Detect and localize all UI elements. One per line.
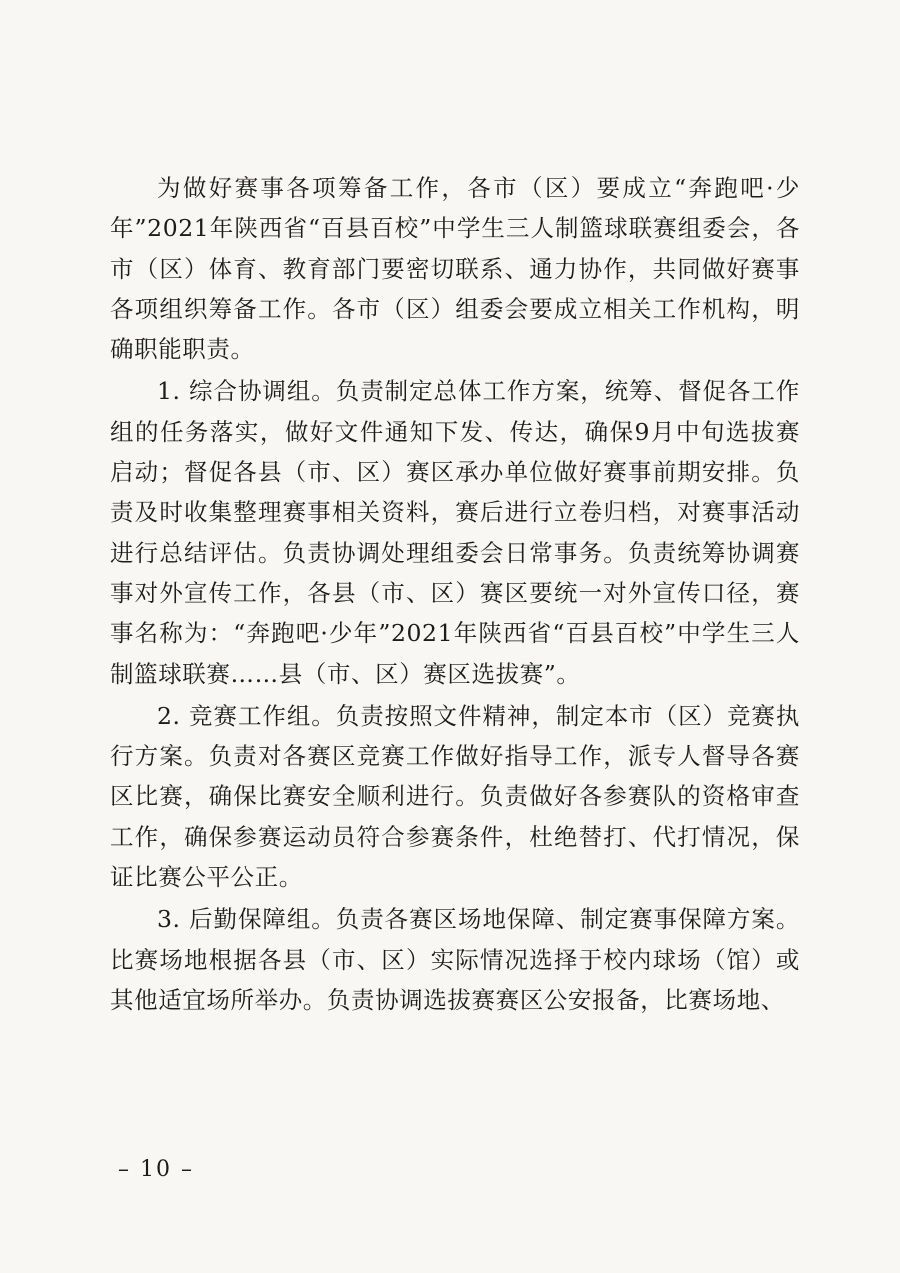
page-number: – 10 – bbox=[118, 1157, 194, 1182]
paragraph-coordination-group: 1. 综合协调组。负责制定总体工作方案，统筹、督促各工作组的任务落实，做好文件通知下发、传达，确保9月中旬选拔赛启动；督促各县（市、区）赛区承办单位做好赛事前期安排。负责及时收集整理赛事相关资料，赛后进行立卷归档，对赛事活动进行总结评估。负责协调处理组委会日常事务。负责统筹协调赛事对外宣传工作，各县（市、区）赛区要统一对外宣传口径，赛事名称为：“奔跑吧·少年”2021年陕西省“百县百校”中学生三人制篮球联赛……县（市、区）赛区选拔赛”。 bbox=[110, 377, 800, 688]
document-body bbox=[110, 168, 800, 1022]
paragraph-intro: 为做好赛事各项筹备工作，各市（区）要成立“奔跑吧·少年”2021年陕西省“百县百校”中学生三人制篮球联赛组委会，各市（区）体育、教育部门要密切联系、通力协作，共同做好赛事各项组织筹备工作。各市（区）组委会要成立相关工作机构，明确职能职责。 bbox=[110, 174, 800, 364]
paragraph-competition-group: 2. 竞赛工作组。负责按照文件精神，制定本市（区）竞赛执行方案。负责对各赛区竞赛工作做好指导工作，派专人督导各赛区比赛，确保比赛安全顺利进行。负责做好各参赛队的资格审查工作，确保参赛运动员符合参赛条件，杜绝替打、代打情况，保证比赛公平公正。 bbox=[110, 701, 800, 892]
paragraph-logistics-group: 3. 后勤保障组。负责各赛区场地保障、制定赛事保障方案。比赛场地根据各县（市、区）实际情况选择于校内球场（馆）或其他适宜场所举办。负责协调选拔赛赛区公安报备，比赛场地、 bbox=[110, 905, 800, 1014]
